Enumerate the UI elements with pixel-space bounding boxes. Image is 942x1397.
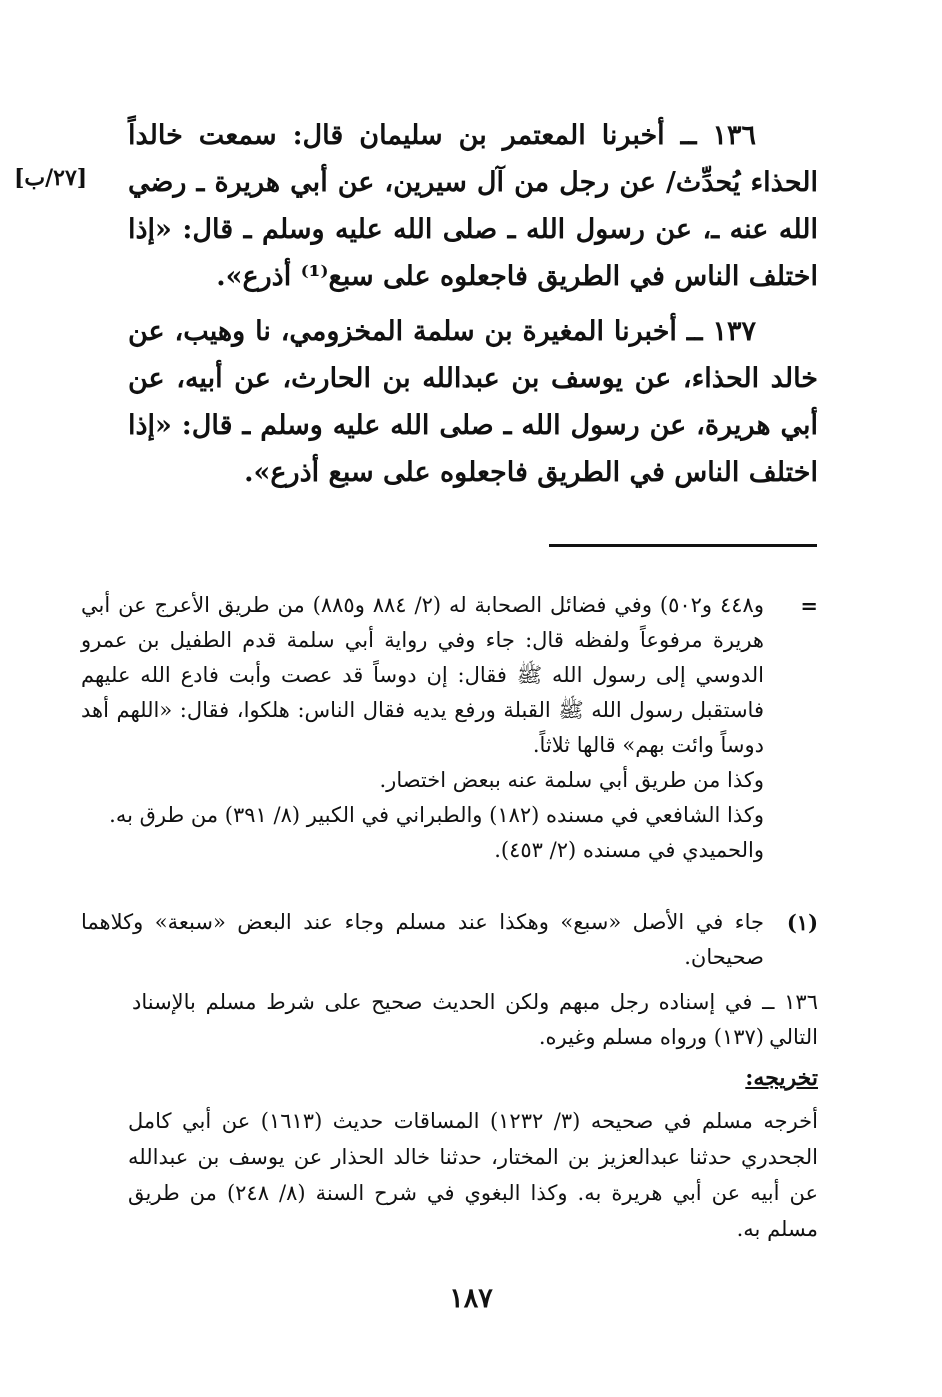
footnote-136-continuation: (١٣٧) ورواه مسلم وغيره. xyxy=(538,1025,764,1049)
footnote-line: والحميدي في مسنده (٢/ ٤٥٣). xyxy=(494,838,764,862)
footnote-continuation-body xyxy=(81,588,764,868)
footnote-136-text: في إسناده رجل مبهم ولكن الحديث صحيح على شرط مسلم بالإسناد التالي xyxy=(132,990,818,1049)
takhrij-heading: تخريجه: xyxy=(745,1065,818,1091)
hadith-137-text: ١٣٧ ــ أخبرنا المغيرة بن سلمة المخزومي، نا وهيب، عن خالد الحذاء، عن يوسف بن عبدالله بن الحارث، عن أبيه، عن أبي هريرة، عن رسول الله ـ صلى الله عليه وسلم ـ قال: «إذا اختلف الناس في الطريق فاجعلوه على سبع أذرع». xyxy=(128,316,818,488)
takhrij-text: أخرجه مسلم في صحيحه (٣/ ١٢٣٢) المساقات حديث (١٦١٣) عن أبي كامل الجحدري حدثنا عبدالعزيز بن المختار، حدثنا خالد الحذار عن يوسف بن عبدالله عن أبيه عن أبي هريرة به. وكذا البغوي في شرح السنة (٨/ ٢٤٨) من طريق مسلم به. xyxy=(128,1109,819,1241)
footnote-line: وكذا من طريق أبي سلمة عنه ببعض اختصار. xyxy=(379,768,764,792)
hadith-137 xyxy=(128,308,818,496)
page-number: ١٨٧ xyxy=(449,1283,493,1314)
footnote-136-mark: ١٣٦ ــ xyxy=(762,990,818,1014)
hadith-136-text: ١٣٦ ــ أخبرنا المعتمر بن سليمان قال: سمعت خالداً الحذاء يُحدِّث/ عن رجل من آل سيرين، عن أبي هريرة ـ رضي الله عنه ـ، عن رسول الله ـ صلى الله عليه وسلم ـ قال: «إذا اختلف الناس في الطريق فاجعلوه على سبع⁽¹⁾ أذرع». xyxy=(128,120,818,292)
footnote-line: وكذا الشافعي في مسنده (١٨٢) والطبراني في الكبير (٨/ ٣٩١) من طرق به. xyxy=(109,803,764,827)
margin-folio-note: [٢٧/ب] xyxy=(14,165,88,191)
continuation-mark: = xyxy=(800,593,818,618)
footnote-line: و٤٤٨ و٥٠٢) وفي فضائل الصحابة له (٢/ ٨٨٤ و٨٨٥) من طريق الأعرج عن أبي هريرة مرفوعاً ولفظه قال: جاء وفي رواية أبي سلمة قدم الطفيل بن عمرو الدوسي إلى رسول الله ﷺ فقال: إن دوساً قد عصت وأبت فادع الله عليهم فاستقبل رسول الله ﷺ القبلة ورفع يديه فقال الناس: هلكوا، فقال: «اللهم أهد دوساً وائت بهم» قالها ثلاثاً. xyxy=(81,593,764,757)
footnote-1-text: جاء في الأصل «سبع» وهكذا عند مسلم وجاء عند البعض «سبعة» وكلاهما صحيحان. xyxy=(81,910,764,969)
footnote-separator xyxy=(549,544,817,547)
hadith-136 xyxy=(128,112,818,300)
footnote-1-mark: (١) xyxy=(786,910,818,935)
